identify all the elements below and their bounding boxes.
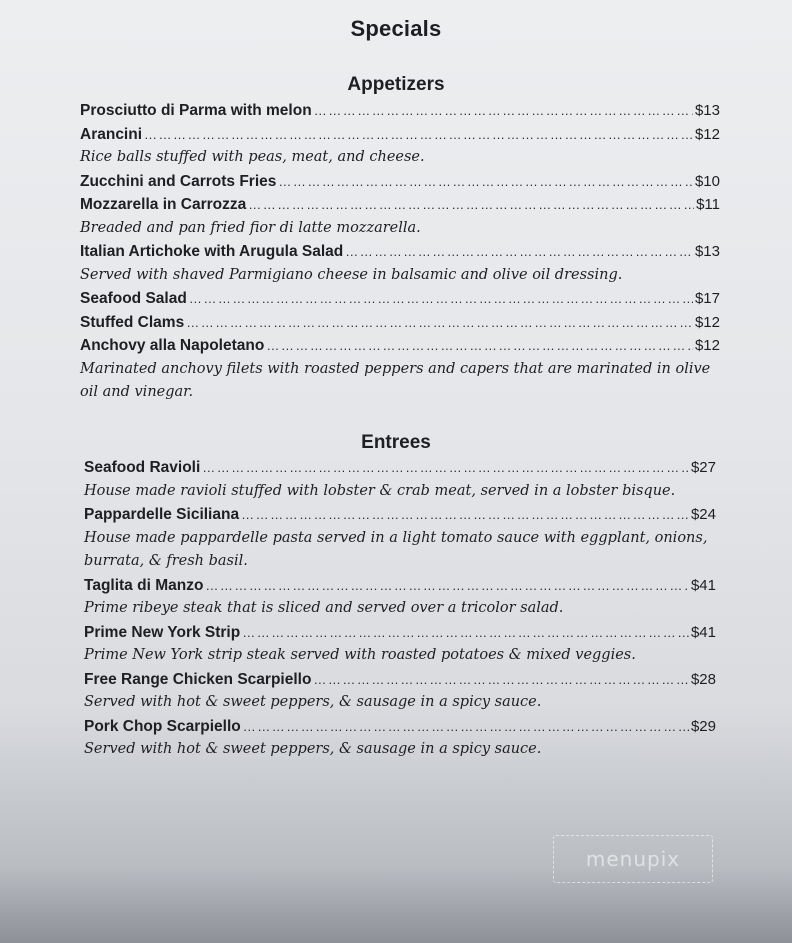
menu-item-line	[80, 334, 720, 358]
menu-item-line	[80, 123, 720, 147]
dot-leader	[243, 715, 689, 739]
menu-item-name: Seafood Salad	[80, 290, 187, 307]
menu-item-line	[84, 621, 716, 645]
menu-item-description: Served with hot & sweet peppers, & sausage in a spicy sauce.	[84, 741, 542, 757]
menu-item-name: Anchovy alla Napoletano	[80, 337, 265, 354]
menu-item-price: $11	[696, 196, 720, 213]
dot-leader	[241, 503, 689, 527]
menu-item-line	[80, 99, 720, 123]
menu-item	[80, 170, 720, 194]
dot-leader	[313, 668, 689, 692]
menu-item-price: $10	[694, 172, 720, 190]
menu-item-line	[84, 456, 716, 480]
menu-item-name: Prosciutto di Parma with melon	[80, 102, 312, 119]
menu-item-description: Served with hot & sweet peppers, & sausage in a spicy sauce.	[84, 694, 542, 710]
menu-item-price: $12	[694, 313, 720, 331]
menu-item-price: $12	[694, 337, 720, 354]
menu-item-price: $24	[690, 506, 716, 523]
menupix-watermark: menupix	[553, 835, 713, 883]
dot-leader	[202, 456, 689, 480]
dot-leader	[242, 621, 689, 645]
dot-leader	[189, 287, 693, 311]
menu-item-price: $13	[694, 102, 720, 119]
menu-item-description: Breaded and pan fried fior di latte mozzarella.	[80, 219, 421, 236]
dot-leader	[278, 170, 693, 194]
menu-item-name: Seafood Ravioli	[84, 459, 201, 476]
menu-item-name: Zucchini and Carrots Fries	[80, 172, 277, 190]
menu-item-description: Prime ribeye steak that is sliced and served over a tricolor salad.	[84, 600, 564, 616]
page-title: Specials	[350, 16, 442, 41]
menu-item-name: Pappardelle Siciliana	[84, 506, 240, 523]
entrees-heading: Entrees	[361, 432, 431, 453]
menu-item-line	[80, 311, 720, 335]
menu-item-line	[80, 287, 720, 311]
menu-item	[80, 334, 720, 405]
menu-item-name: Stuffed Clams	[80, 313, 185, 331]
menu-item-price: $41	[690, 623, 716, 641]
menu-item-name: Pork Chop Scarpiello	[84, 717, 241, 735]
menu-item-description: Rice balls stuffed with peas, meat, and cheese.	[80, 149, 425, 165]
menu-item-price: $41	[690, 576, 716, 594]
dot-leader	[345, 240, 693, 264]
menu-item-line	[84, 574, 716, 598]
menu-item	[84, 456, 716, 503]
menu-item	[80, 123, 720, 170]
menu-item-name: Prime New York Strip	[84, 623, 241, 641]
menu-item-line	[84, 668, 716, 692]
menu-item-name: Free Range Chicken Scarpiello	[84, 670, 312, 688]
menu-item	[80, 311, 720, 335]
menu-item	[84, 715, 716, 762]
menu-item-name: Taglita di Manzo	[84, 576, 204, 594]
menu-item-price: $28	[690, 670, 716, 688]
dot-leader	[144, 123, 693, 147]
appetizers-heading: Appetizers	[347, 74, 445, 95]
dot-leader	[186, 311, 693, 335]
menu-item-description: House made ravioli stuffed with lobster & crab meat, served in a lobster bisque.	[84, 482, 676, 499]
menu-item-line	[84, 503, 716, 527]
menu-item	[84, 503, 716, 574]
menu-item-description: House made pappardelle pasta served in a light tomato sauce with eggplant, onions, burrata, & fresh basil.	[84, 529, 708, 569]
menu-item-name: Italian Artichoke with Arugula Salad	[80, 243, 344, 260]
menu-item	[80, 99, 720, 123]
menu-item-description: Marinated anchovy filets with roasted peppers and capers that are marinated in olive oil and vinegar.	[80, 360, 711, 400]
menu-item-price: $12	[694, 125, 720, 143]
menu-item-line	[84, 715, 716, 739]
menu-item	[84, 668, 716, 715]
menu-item	[80, 193, 720, 240]
menu-item	[84, 574, 716, 621]
menu-item-price: $27	[690, 459, 716, 476]
appetizers-list	[80, 99, 720, 405]
menu-item-line	[80, 170, 720, 194]
dot-leader	[314, 99, 693, 123]
menu-item-price: $29	[690, 717, 716, 735]
dot-leader	[266, 334, 693, 358]
menu-item-line	[80, 240, 720, 264]
dot-leader	[205, 574, 689, 598]
menu-item-price: $13	[694, 243, 720, 260]
menu-item-name: Mozzarella in Carrozza	[80, 196, 247, 213]
menu-item-description: Served with shaved Parmigiano cheese in balsamic and olive oil dressing.	[80, 266, 623, 283]
menu-item-description: Prime New York strip steak served with roasted potatoes & mixed veggies.	[84, 647, 636, 663]
entrees-list	[84, 456, 716, 762]
menu-item	[84, 621, 716, 668]
menu-item	[80, 287, 720, 311]
dot-leader	[248, 193, 694, 217]
menu-item	[80, 240, 720, 287]
menu-item-line	[80, 193, 720, 217]
menu-item-name: Arancini	[80, 125, 143, 143]
menu-item-price: $17	[694, 290, 720, 307]
